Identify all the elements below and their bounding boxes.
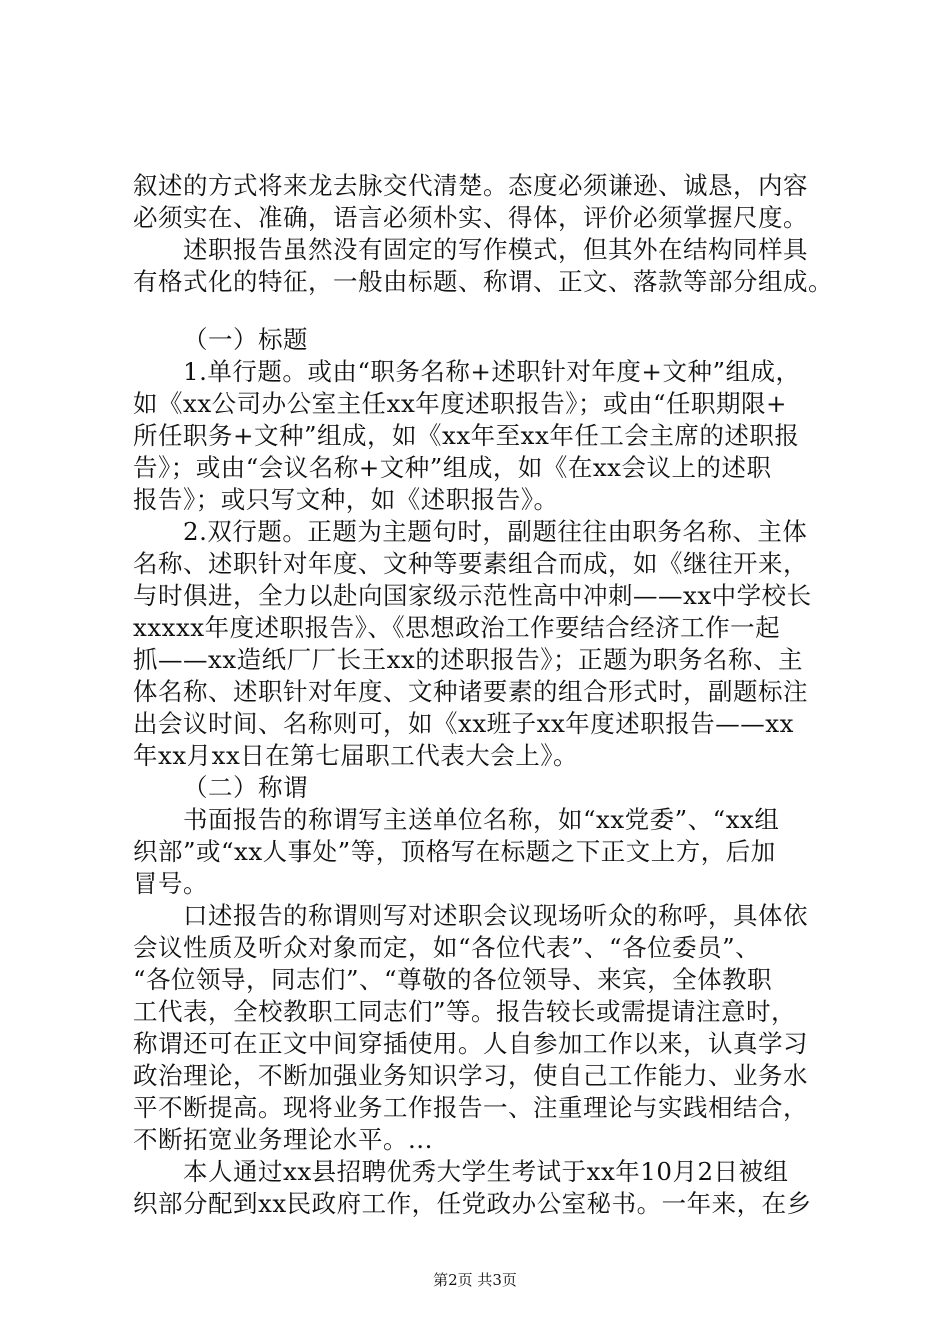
text-line: 如《xx公司办公室主任xx年度述职报告》；或由“任职期限+ [133, 389, 788, 418]
text-line: 所任职务+文种”组成，如《xx年至xx年任工会主席的述职报 [133, 421, 800, 450]
text-line: 述职报告虽然没有固定的写作模式，但其外在结构同样具 [183, 235, 808, 264]
text-line: 报告》；或只写文种，如《述职报告》。 [133, 485, 559, 514]
text-line: 叙述的方式将来龙去脉交代清楚。态度必须谦逊、诚恳，内容 [133, 171, 808, 200]
text-line: 抓——xx造纸厂厂长王xx的述职报告》；正题为职务名称、主 [133, 645, 804, 674]
text-line: 政治理论，不断加强业务知识学习，使自己工作能力、业务水 [133, 1061, 808, 1090]
text-line: 有格式化的特征，一般由标题、称谓、正文、落款等部分组成。 [133, 267, 833, 296]
section-heading-salutation: （二）称谓 [183, 773, 308, 802]
text-line: xxxxx年度述职报告》、《思想政治工作要结合经济工作一起 [133, 613, 781, 642]
text-line: 织部分配到xx民政府工作，任党政办公室秘书。一年来，在乡 [133, 1189, 812, 1218]
text-line: “各位领导，同志们”、“尊敬的各位领导、来宾，全体教职 [133, 965, 773, 994]
text-line: 会议性质及听众对象而定，如“各位代表”、“各位委员”、 [133, 933, 761, 962]
text-line: 不断拓宽业务理论水平。... [133, 1125, 433, 1154]
text-line: 本人通过xx县招聘优秀大学生考试于xx年10月2日被组 [183, 1157, 789, 1186]
text-line: 2.双行题。正题为主题句时，副题往往由职务名称、主体 [183, 517, 808, 546]
page-footer: 第2页 共3页 [433, 1271, 517, 1289]
text-line: 称谓还可在正文中间穿插使用。人自参加工作以来，认真学习 [133, 1029, 808, 1058]
document-body [133, 170, 833, 1220]
text-line: 必须实在、准确，语言必须朴实、得体，评价必须掌握尺度。 [133, 203, 808, 232]
text-line: 冒号。 [133, 869, 208, 898]
text-line: 体名称、述职针对年度、文种诸要素的组合形式时，副题标注 [133, 677, 808, 706]
paragraph-gap [133, 298, 833, 324]
text-line: 告》；或由“会议名称+文种”组成，如《在xx会议上的述职 [133, 453, 772, 482]
text-line: 平不断提高。现将业务工作报告一、注重理论与实践相结合， [133, 1093, 808, 1122]
text-line: 名称、述职针对年度、文种等要素组合而成，如《继往开来， [133, 549, 808, 578]
text-line: 年xx月xx日在第七届职工代表大会上》。 [133, 741, 579, 770]
text-line: 口述报告的称谓则写对述职会议现场听众的称呼，具体依 [183, 901, 808, 930]
section-heading-title: （一）标题 [183, 325, 308, 354]
text-line: 与时俱进，全力以赴向国家级示范性高中冲刺——xx中学校长 [133, 581, 812, 610]
text-line: 书面报告的称谓写主送单位名称，如“xx党委”、“xx组 [183, 805, 780, 834]
text-line: 织部”或“xx人事处”等，顶格写在标题之下正文上方，后加 [133, 837, 776, 866]
text-line: 工代表，全校教职工同志们”等。报告较长或需提请注意时， [133, 997, 797, 1026]
text-line: 1.单行题。或由“职务名称+述职针对年度+文种”组成， [183, 357, 801, 386]
text-line: 出会议时间、名称则可，如《xx班子xx年度述职报告——xx [133, 709, 794, 738]
